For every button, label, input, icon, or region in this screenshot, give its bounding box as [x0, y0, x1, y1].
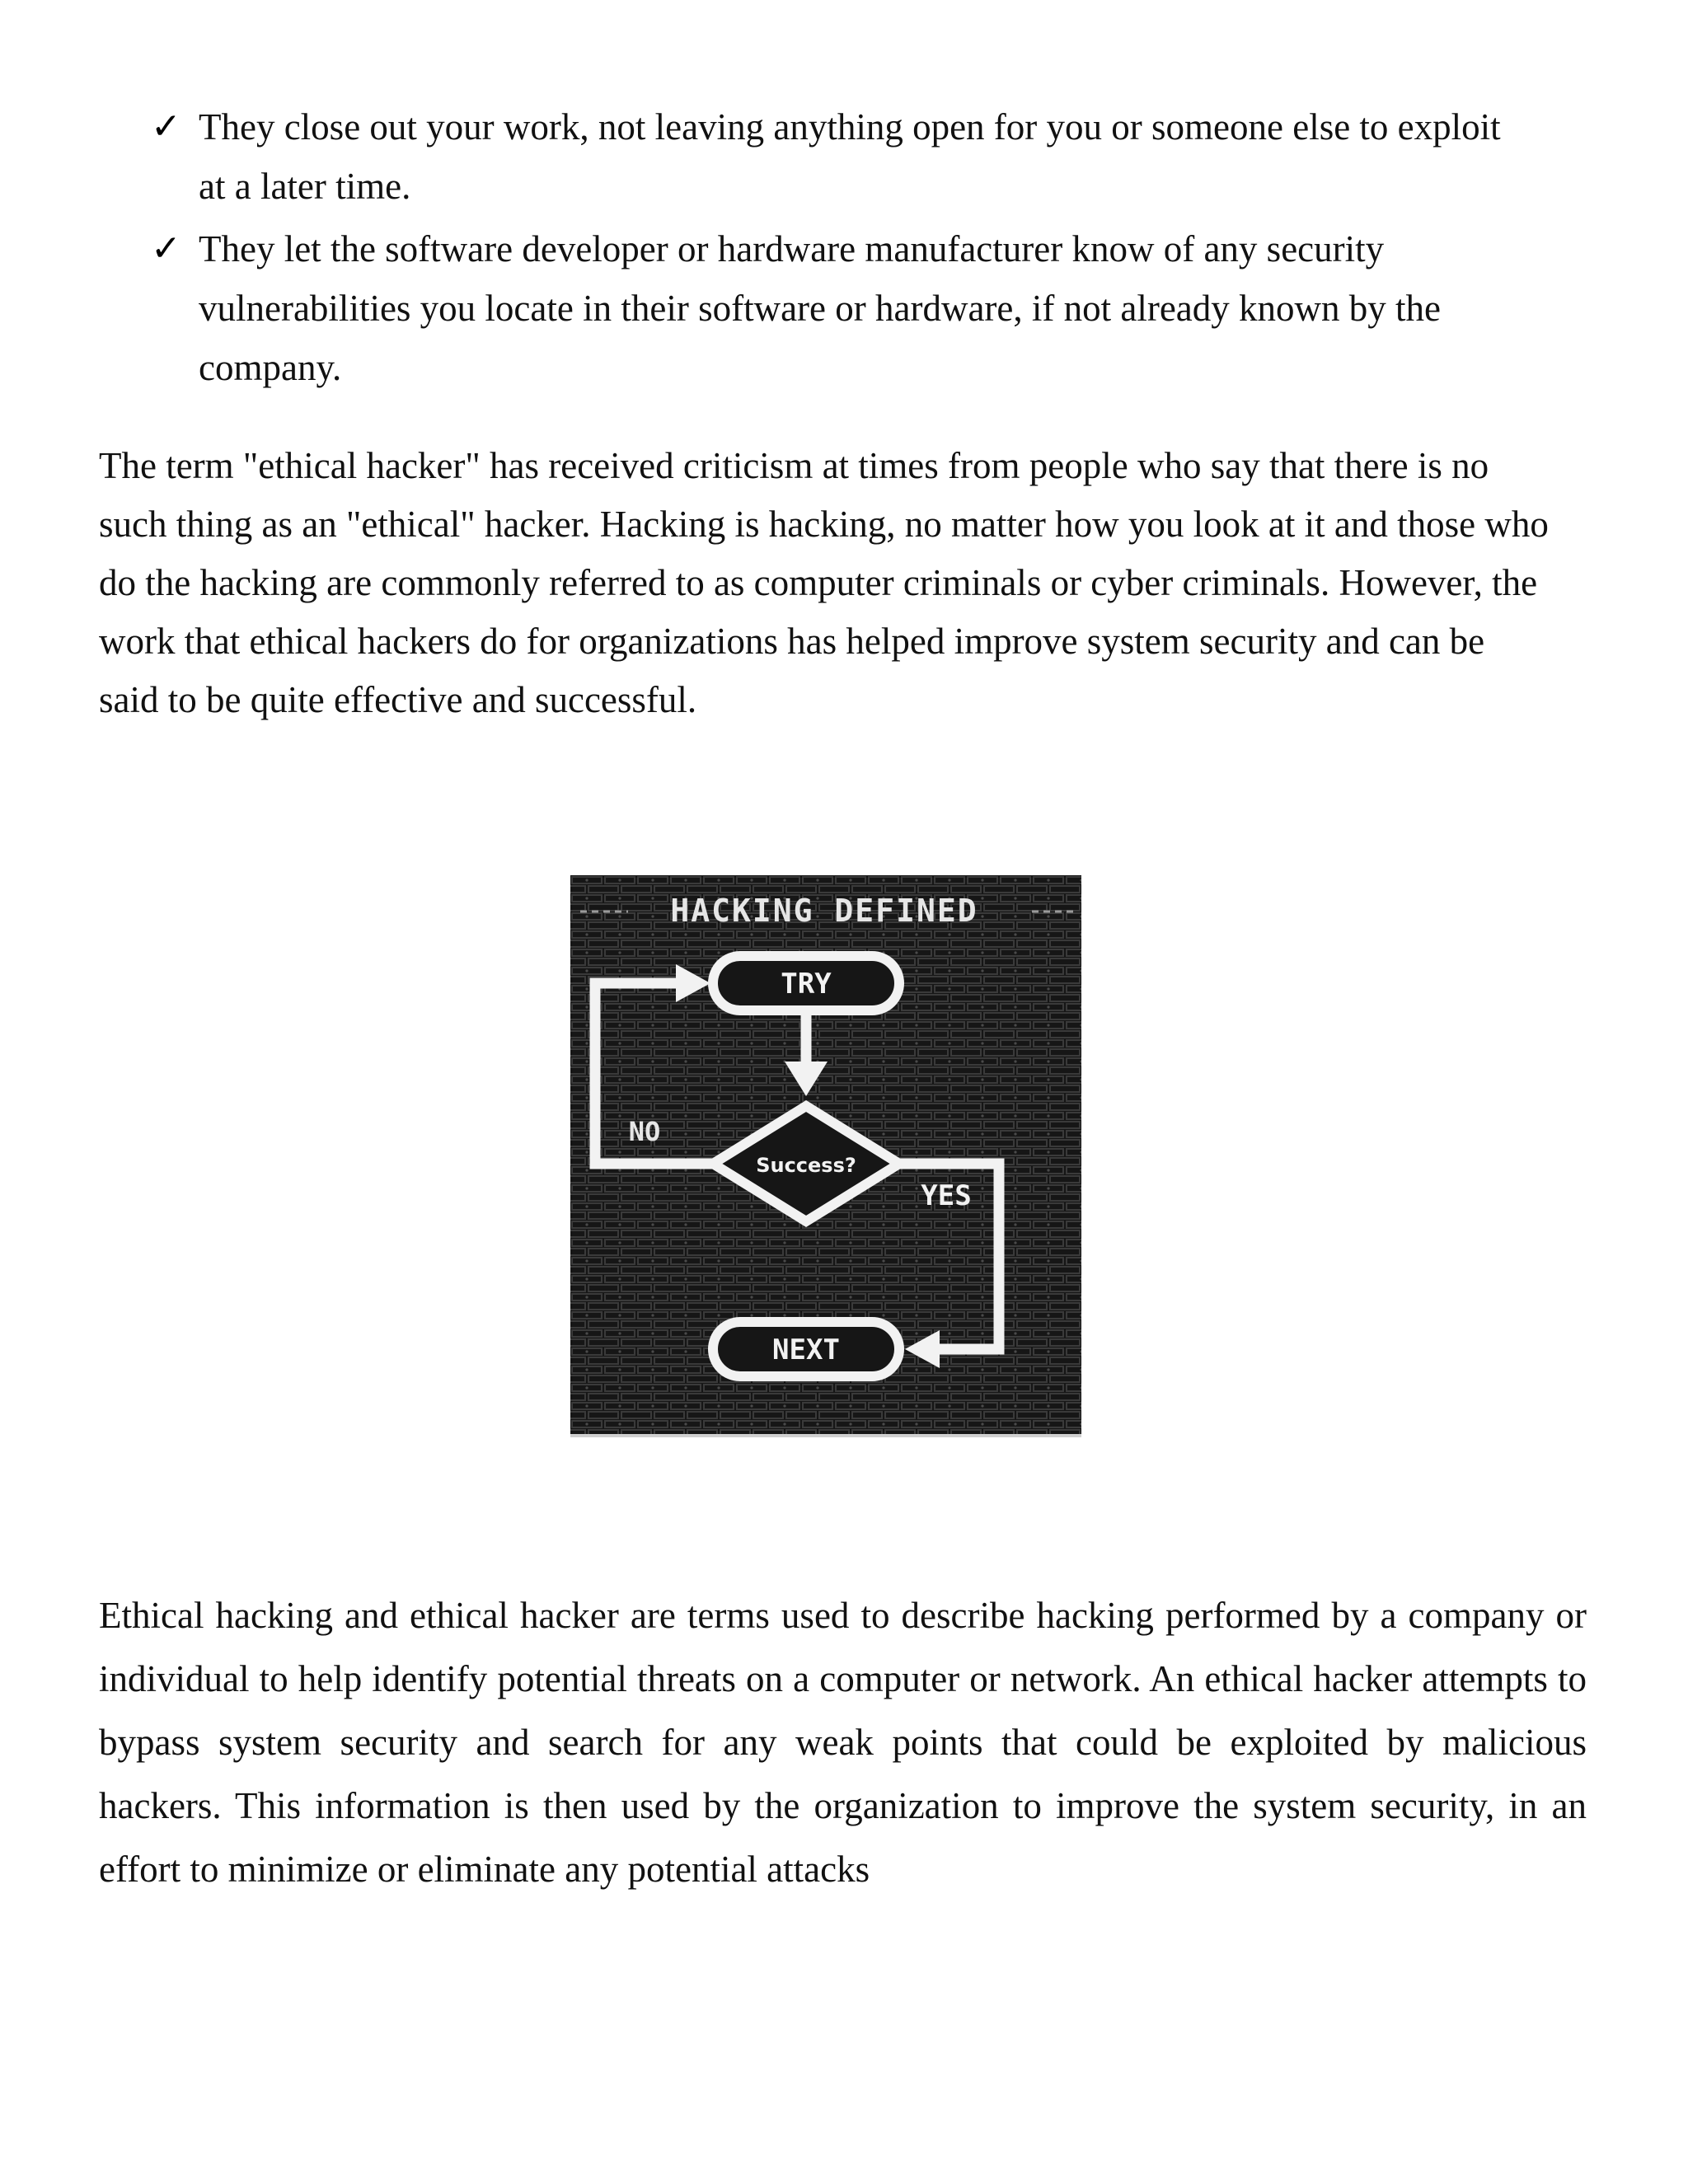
no-label: NO — [628, 1116, 661, 1147]
yes-label: YES — [921, 1179, 972, 1212]
flowchart-graphic — [570, 875, 1081, 1437]
paragraph-ethical-hacking-definition: Ethical hacking and ethical hacker are terms used to describe hacking performed by a company or individual to help identify potential threats on a computer or network. An ethical hacker attempts to bypass system security and search for any weak points that could be exploited by malicious hackers. This information is then used by the organization to improve the system security, in an effort to minimize or eliminate any potential attacks — [99, 1595, 1587, 1890]
bullet-item — [151, 219, 1536, 397]
try-label: TRY — [781, 968, 832, 1001]
paragraph-ethical-hacker-criticism: The term "ethical hacker" has received criticism at times from people who say that there is no such thing as an "ethical" hacker. Hacking is hacking, no matter how you look at it and those who do the hacking are commonly referred to as computer criminals or cyber criminals. However, the work that ethical hackers do for organizations has helped improve system security and can be said to be quite effective and successful. — [99, 445, 1549, 720]
bullet-item — [151, 97, 1536, 216]
bullet-text: They close out your work, not leaving anything open for you or someone else to exploit at a later time. — [199, 106, 1501, 207]
decision-label: Success? — [756, 1154, 856, 1177]
hacking-defined-figure — [570, 875, 1081, 1437]
bullet-list — [151, 97, 1536, 401]
check-icon: ✓ — [151, 227, 181, 269]
check-icon: ✓ — [151, 105, 181, 148]
figure-title: HACKING DEFINED — [670, 893, 978, 929]
bullet-text: They let the software developer or hardware manufacturer know of any security vulnerabilities you locate in their software or hardware, if not already known by the company. — [199, 228, 1441, 388]
next-label: NEXT — [772, 1333, 840, 1366]
